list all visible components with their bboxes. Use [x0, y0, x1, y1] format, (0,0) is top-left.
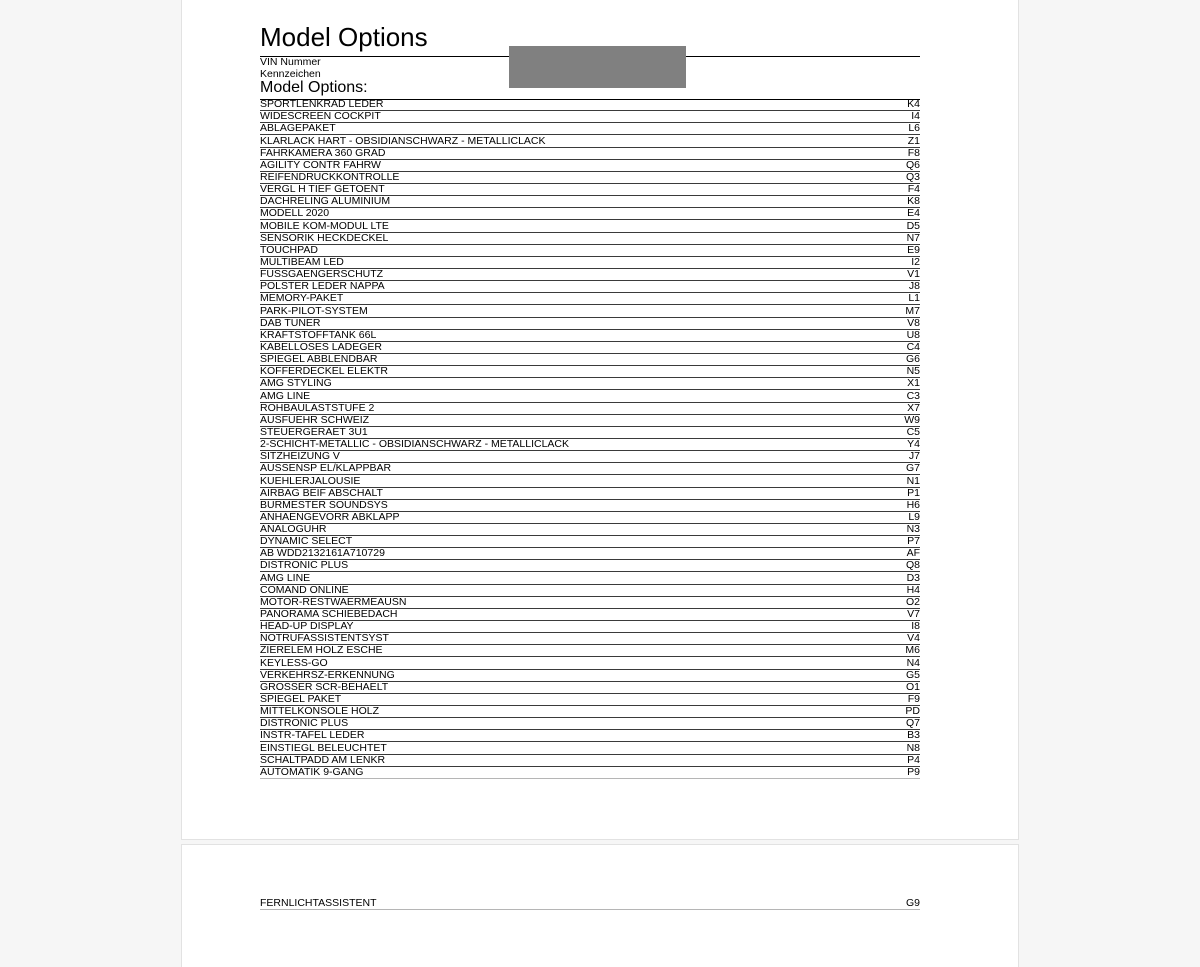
option-name: INSTR-TAFEL LEDER — [260, 730, 365, 742]
option-row — [260, 99, 920, 111]
option-row — [260, 342, 920, 354]
option-name: KUEHLERJALOUSIE — [260, 475, 361, 487]
option-row — [260, 245, 920, 257]
option-row — [260, 897, 920, 910]
option-name: AB WDD2132161A710729 — [260, 548, 385, 560]
option-code: N7 — [906, 232, 920, 244]
option-row — [260, 269, 920, 281]
option-code: O2 — [905, 596, 920, 608]
option-code: V4 — [907, 633, 920, 645]
option-row — [260, 305, 920, 317]
option-code: I2 — [911, 256, 920, 268]
vin-label: VIN Nummer — [260, 56, 321, 68]
option-code: F8 — [907, 147, 920, 159]
option-name: VERKEHRSZ-ERKENNUNG — [260, 669, 395, 681]
option-code: V1 — [907, 268, 920, 281]
option-row — [260, 354, 920, 366]
option-code: X1 — [907, 378, 920, 390]
option-row — [260, 597, 920, 609]
option-code: K8 — [907, 196, 920, 208]
option-code: D5 — [906, 220, 920, 232]
option-row — [260, 500, 920, 512]
option-row — [260, 560, 920, 572]
option-name: SPIEGEL PAKET — [260, 693, 342, 706]
option-code: M7 — [905, 305, 920, 317]
option-row — [260, 572, 920, 584]
option-row — [260, 148, 920, 160]
option-name: DACHRELING ALUMINIUM — [260, 196, 391, 208]
option-row — [260, 111, 920, 123]
option-name: SCHALTPADD AM LENKR — [260, 754, 386, 766]
option-row — [260, 220, 920, 232]
option-row — [260, 318, 920, 330]
option-name: EINSTIEGL BELEUCHTET — [260, 742, 387, 754]
option-name: ANALOGUHR — [260, 523, 327, 536]
option-name: MEMORY-PAKET — [260, 293, 344, 305]
option-row — [260, 439, 920, 451]
option-code: N4 — [906, 657, 920, 669]
option-code: V8 — [907, 317, 920, 329]
option-code: E9 — [907, 244, 920, 256]
option-code: D3 — [906, 572, 920, 584]
option-name: POLSTER LEDER NAPPA — [260, 281, 385, 293]
option-row — [260, 463, 920, 475]
option-code: I4 — [911, 111, 920, 123]
option-code: P4 — [907, 754, 920, 766]
option-name: REIFENDRUCKKONTROLLE — [260, 171, 400, 183]
option-row — [260, 172, 920, 184]
option-name: MODELL 2020 — [260, 208, 330, 220]
option-row — [260, 135, 920, 147]
option-name: COMAND ONLINE — [260, 584, 349, 596]
option-code: G7 — [905, 463, 920, 475]
option-name: HEAD-UP DISPLAY — [260, 621, 354, 633]
option-code: P9 — [907, 766, 920, 778]
option-code: J8 — [908, 281, 920, 293]
option-name: DAB TUNER — [260, 317, 321, 329]
option-row — [260, 160, 920, 172]
option-row — [260, 123, 920, 135]
option-row — [260, 184, 920, 196]
option-code: N5 — [906, 366, 920, 378]
option-name: 2-SCHICHT-METALLIC - OBSIDIANSCHWARZ - METALLICLACK — [260, 438, 570, 451]
option-name: FAHRKAMERA 360 GRAD — [260, 147, 386, 159]
option-row — [260, 585, 920, 597]
option-name: BURMESTER SOUNDSYS — [260, 499, 388, 511]
option-code: Q7 — [905, 718, 920, 730]
option-name: PANORAMA SCHIEBEDACH — [260, 608, 398, 621]
option-name: AMG LINE — [260, 390, 311, 402]
option-name: ZIERELEM HOLZ ESCHE — [260, 645, 383, 657]
option-row — [260, 621, 920, 633]
option-code: X7 — [907, 402, 920, 414]
option-code: G6 — [905, 353, 920, 366]
option-row — [260, 366, 920, 378]
option-code: K4 — [907, 99, 920, 111]
options-list-page-2 — [260, 897, 920, 910]
option-name: AUSFUEHR SCHWEIZ — [260, 414, 370, 426]
option-name: SITZHEIZUNG V — [260, 451, 340, 463]
option-code: G5 — [905, 669, 920, 681]
option-row — [260, 657, 920, 669]
option-row — [260, 670, 920, 682]
option-code: Q8 — [905, 560, 920, 572]
option-name: AUTOMATIK 9-GANG — [260, 766, 364, 778]
option-row — [260, 293, 920, 305]
option-name: AIRBAG BEIF ABSCHALT — [260, 487, 383, 499]
option-name: PARK-PILOT-SYSTEM — [260, 305, 368, 317]
option-row — [260, 524, 920, 536]
document-page-2 — [181, 844, 1019, 967]
option-row — [260, 378, 920, 390]
option-row — [260, 609, 920, 621]
option-name: KABELLOSES LADEGER — [260, 341, 382, 353]
option-code: Q6 — [905, 159, 920, 171]
option-name: SENSORIK HECKDECKEL — [260, 232, 389, 244]
plate-label: Kennzeichen — [260, 68, 321, 80]
option-name: KOFFERDECKEL ELEKTR — [260, 366, 388, 378]
option-name: MOTOR-RESTWAERMEAUSN — [260, 596, 407, 608]
option-name: FUSSGAENGERSCHUTZ — [260, 268, 384, 281]
option-code: O1 — [905, 681, 920, 693]
option-name: KRAFTSTOFFTANK 66L — [260, 329, 377, 341]
option-row — [260, 403, 920, 415]
options-list — [260, 99, 920, 779]
option-code: I8 — [911, 621, 920, 633]
option-code: M6 — [905, 645, 920, 657]
option-code: P7 — [907, 536, 920, 548]
option-name: GROSSER SCR-BEHAELT — [260, 681, 389, 693]
option-name: MULTIBEAM LED — [260, 256, 344, 268]
option-code: C3 — [906, 390, 920, 402]
option-code: W9 — [904, 414, 920, 426]
option-row — [260, 718, 920, 730]
option-row — [260, 208, 920, 220]
option-name: DISTRONIC PLUS — [260, 718, 349, 730]
option-row — [260, 742, 920, 754]
option-code: L6 — [908, 123, 920, 135]
option-row — [260, 755, 920, 767]
option-code: G9 — [905, 897, 920, 909]
option-row — [260, 415, 920, 427]
option-name: MITTELKONSOLE HOLZ — [260, 706, 380, 718]
option-name: AUSSENSP EL/KLAPPBAR — [260, 463, 392, 475]
option-code: N3 — [906, 523, 920, 536]
option-row — [260, 475, 920, 487]
option-name: WIDESCREEN COCKPIT — [260, 111, 381, 123]
option-name: SPORTLENKRAD LEDER — [260, 99, 384, 111]
option-name: DYNAMIC SELECT — [260, 536, 353, 548]
option-name: AMG STYLING — [260, 378, 332, 390]
option-name: DISTRONIC PLUS — [260, 560, 349, 572]
option-name: AGILITY CONTR FAHRW — [260, 159, 381, 171]
option-code: F9 — [907, 693, 920, 706]
option-name: FERNLICHTASSISTENT — [260, 897, 377, 909]
option-name: MOBILE KOM-MODUL LTE — [260, 220, 389, 232]
option-row — [260, 548, 920, 560]
option-code: Z1 — [907, 135, 920, 147]
option-code: PD — [905, 706, 920, 718]
option-code: Q3 — [905, 171, 920, 183]
option-code: B3 — [907, 730, 920, 742]
option-row — [260, 633, 920, 645]
option-name: STEUERGERAET 3U1 — [260, 426, 368, 438]
option-name: KLARLACK HART - OBSIDIANSCHWARZ - METALLICLACK — [260, 135, 546, 147]
option-name: TOUCHPAD — [260, 244, 318, 256]
option-row — [260, 257, 920, 269]
option-code: N8 — [906, 742, 920, 754]
option-code: J7 — [908, 451, 920, 463]
option-code: U8 — [906, 329, 920, 341]
option-code: Y4 — [907, 438, 920, 451]
option-row — [260, 706, 920, 718]
option-row — [260, 536, 920, 548]
option-code: P1 — [907, 487, 920, 499]
option-code: F4 — [907, 183, 920, 196]
option-row — [260, 390, 920, 402]
option-row — [260, 330, 920, 342]
section-title: Model Options: — [260, 79, 368, 96]
option-code: C4 — [906, 341, 920, 353]
option-name: ROHBAULASTSTUFE 2 — [260, 402, 375, 414]
option-row — [260, 233, 920, 245]
option-row — [260, 694, 920, 706]
option-name: AMG LINE — [260, 572, 311, 584]
option-row — [260, 645, 920, 657]
option-code: C5 — [906, 426, 920, 438]
option-row — [260, 196, 920, 208]
option-row — [260, 512, 920, 524]
option-name: VERGL H TIEF GETOENT — [260, 183, 385, 196]
redacted-block — [509, 46, 686, 88]
option-row — [260, 281, 920, 293]
document-page-1 — [181, 0, 1019, 840]
option-code: L9 — [908, 511, 920, 523]
option-code: N1 — [906, 475, 920, 487]
option-code: AF — [906, 548, 920, 560]
option-row — [260, 427, 920, 439]
option-name: NOTRUFASSISTENTSYST — [260, 633, 389, 645]
option-code: H4 — [906, 584, 920, 596]
option-code: H6 — [906, 499, 920, 511]
option-name: SPIEGEL ABBLENDBAR — [260, 353, 378, 366]
option-row — [260, 682, 920, 694]
option-row — [260, 730, 920, 742]
option-name: KEYLESS-GO — [260, 657, 328, 669]
page-title: Model Options — [260, 22, 428, 52]
option-code: V7 — [907, 608, 920, 621]
option-row — [260, 451, 920, 463]
option-name: ANHAENGEVORR ABKLAPP — [260, 511, 400, 523]
option-row — [260, 767, 920, 779]
option-code: L1 — [908, 293, 920, 305]
option-name: ABLAGEPAKET — [260, 123, 336, 135]
option-row — [260, 488, 920, 500]
option-code: E4 — [907, 208, 920, 220]
